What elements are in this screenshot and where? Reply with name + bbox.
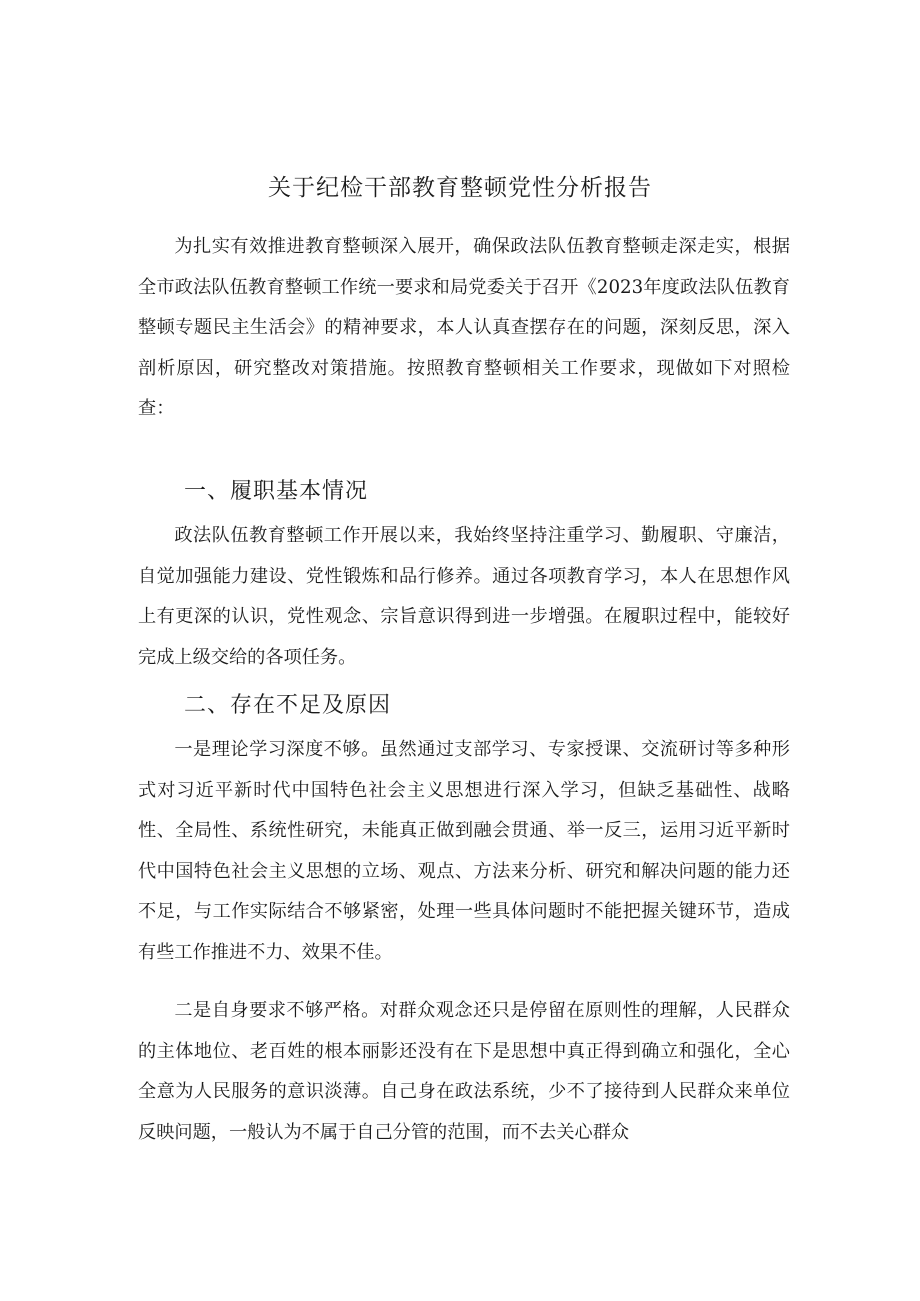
section-2-paragraph-2: 二是自身要求不够严格。对群众观念还只是停留在原则性的理解，人民群众的主体地位、老百姓的根本丽影还没有在下是思想中真正得到确立和强化，全心全意为人民服务的意识淡薄。自己身在政法系统，少不了接待到人民群众来单位反映问题，一般认为不属于自己分管的范围，而不去关心群众 <box>138 1000 790 1143</box>
section-2-paragraph-1: 一是理论学习深度不够。虽然通过支部学习、专家授课、交流研讨等多种形式对习近平新时代中国特色社会主义思想进行深入学习，但缺乏基础性、战略性、全局性、系统性研究，未能真正做到融会贯通、举一反三，运用习近平新时代中国特色社会主义思想的立场、观点、方法来分析、研究和解决问题的能力还不足，与工作实际结合不够紧密，处理一些具体问题时不能把握关键环节，造成有些工作推进不力、效果不佳。 <box>138 739 790 963</box>
intro-block <box>138 227 790 430</box>
section-2-body-2 <box>138 991 790 1153</box>
intro-paragraph: 为扎实有效推进教育整顿深入展开，确保政法队伍教育整顿走深走实，根据全市政法队伍教育整顿工作统一要求和局党委关于召开《2023年度政法队伍教育整顿专题民主生活会》的精神要求，本人认真查摆存在的问题，深刻反思，深入剖析原因，研究整改对策措施。按照教育整顿相关工作要求，现做如下对照检查： <box>138 236 790 419</box>
section-1-paragraph: 政法队伍教育整顿工作开展以来，我始终坚持注重学习、勤履职、守廉洁，自觉加强能力建设、党性锻炼和品行修养。通过各项教育学习，本人在思想作风上有更深的认识，党性观念、宗旨意识得到进一步增强。在履职过程中，能较好完成上级交给的各项任务。 <box>138 525 790 668</box>
section-heading-2: 二、存在不足及原因 <box>184 693 392 718</box>
section-1-body <box>138 516 790 678</box>
section-heading-1: 一、履职基本情况 <box>184 479 369 504</box>
section-2-body-1 <box>138 730 790 973</box>
document-title: 关于纪检干部教育整顿党性分析报告 <box>268 175 652 201</box>
